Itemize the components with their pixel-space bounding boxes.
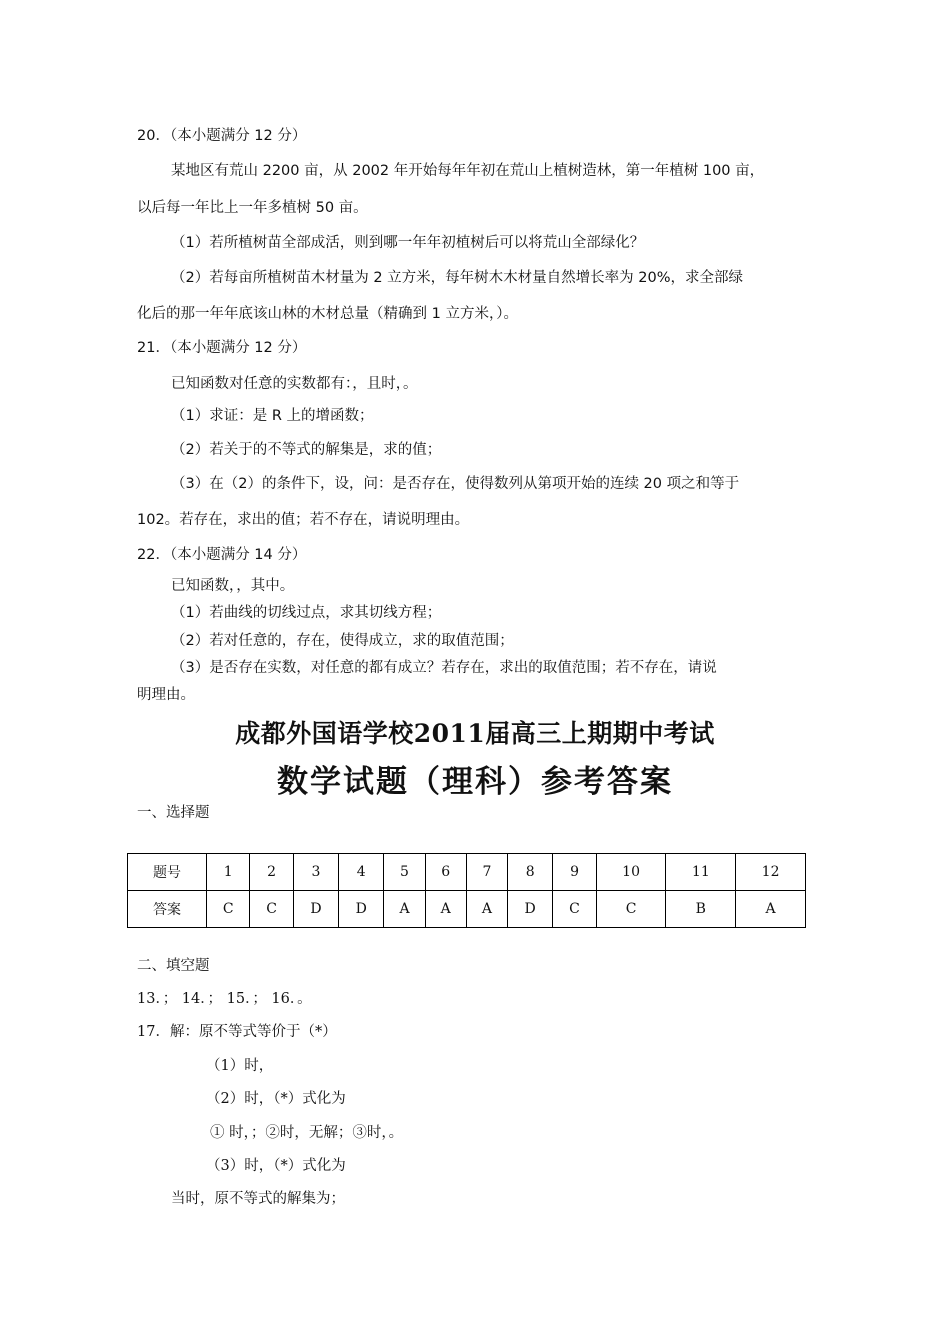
- question-number-cell: 3: [293, 854, 338, 891]
- answer-cell: C: [250, 891, 293, 928]
- table-header-cell: 答案: [128, 891, 207, 928]
- q17-solution-line3: （2）时，（*）式化为: [206, 1091, 346, 1107]
- question-number-cell: 5: [384, 854, 425, 891]
- question-number-cell: 12: [736, 854, 806, 891]
- section-multiple-choice: 一、选择题: [137, 805, 210, 821]
- q22-paragraph: 已知函数，，其中。: [171, 578, 295, 594]
- question-number-cell: 6: [425, 854, 466, 891]
- answer-main-title: 数学试题（理科）参考答案: [277, 764, 673, 800]
- q21-heading: 21．（本小题满分 12 分）: [137, 340, 307, 356]
- question-number-cell: 10: [596, 854, 666, 891]
- question-number-cell: 8: [508, 854, 553, 891]
- q17-solution-line5: （3）时，（*）式化为: [206, 1158, 346, 1174]
- answer-cell: C: [553, 891, 596, 928]
- q22-part2: （2）若对任意的，存在，使得成立，求的取值范围；: [171, 633, 514, 649]
- answer-cell: D: [339, 891, 384, 928]
- q17-solution-line4: ① 时，；②时，无解；③时，。: [210, 1125, 404, 1141]
- answer-table: [127, 853, 806, 928]
- q22-part3-line1: （3）是否存在实数，对任意的都有成立？若存在，求出的取值范围；若不存在，请说: [171, 660, 717, 676]
- q21-paragraph: 已知函数对任意的实数都有：，且时，。: [171, 376, 418, 392]
- q17-solution-line2: （1）时，: [206, 1058, 274, 1074]
- question-number-cell: 1: [207, 854, 250, 891]
- q17-solution-line1: 17．解：原不等式等价于（*）: [137, 1024, 337, 1040]
- answer-cell: A: [736, 891, 806, 928]
- q20-part1: （1）若所植树苗全部成活，则到哪一年年初植树后可以将荒山全部绿化？: [171, 235, 645, 251]
- q21-part2: （2）若关于的不等式的解集是，求的值；: [171, 442, 442, 458]
- question-number-cell: 11: [666, 854, 736, 891]
- answer-cell: C: [207, 891, 250, 928]
- fill-in-answers: 13．； 14．； 15．； 16．。: [137, 991, 312, 1007]
- answer-cell: A: [384, 891, 425, 928]
- q20-heading: 20．（本小题满分 12 分）: [137, 128, 307, 144]
- section-fill-in: 二、填空题: [137, 958, 210, 974]
- answer-school-title: 成都外国语学校2011届高三上期期中考试: [235, 719, 715, 748]
- table-row: [128, 891, 806, 928]
- q20-paragraph-line2: 以后每一年比上一年多植树 50 亩。: [137, 200, 368, 216]
- q21-part1: （1）求证：是 R 上的增函数；: [171, 408, 374, 424]
- question-number-cell: 7: [466, 854, 507, 891]
- answer-cell: C: [596, 891, 666, 928]
- q20-part2-line2: 化后的那一年年底该山林的木材总量（精确到 1 立方米，）。: [137, 306, 518, 322]
- answer-cell: A: [425, 891, 466, 928]
- q21-part3-line2: 102。若存在，求出的值；若不存在，请说明理由。: [137, 512, 470, 528]
- answer-cell: A: [466, 891, 507, 928]
- q20-part2-line1: （2）若每亩所植树苗木材量为 2 立方米，每年树木木材量自然增长率为 20%，求全部绿: [171, 270, 744, 286]
- q22-heading: 22．（本小题满分 14 分）: [137, 547, 307, 563]
- answer-cell: D: [293, 891, 338, 928]
- q22-part1: （1）若曲线的切线过点，求其切线方程；: [171, 605, 442, 621]
- q17-solution-line6: 当时，原不等式的解集为；: [171, 1191, 345, 1207]
- table-header-cell: 题号: [128, 854, 207, 891]
- question-number-cell: 4: [339, 854, 384, 891]
- question-number-cell: 2: [250, 854, 293, 891]
- q21-part3-line1: （3）在（2）的条件下，设，问：是否存在，使得数列从第项开始的连续 20 项之和等于: [171, 476, 740, 492]
- table-row: [128, 854, 806, 891]
- answer-cell: D: [508, 891, 553, 928]
- answer-cell: B: [666, 891, 736, 928]
- q20-paragraph-line1: 某地区有荒山 2200 亩，从 2002 年开始每年年初在荒山上植树造林，第一年植树 100 亩，: [171, 163, 765, 179]
- question-number-cell: 9: [553, 854, 596, 891]
- q22-part3-line2: 明理由。: [137, 687, 195, 703]
